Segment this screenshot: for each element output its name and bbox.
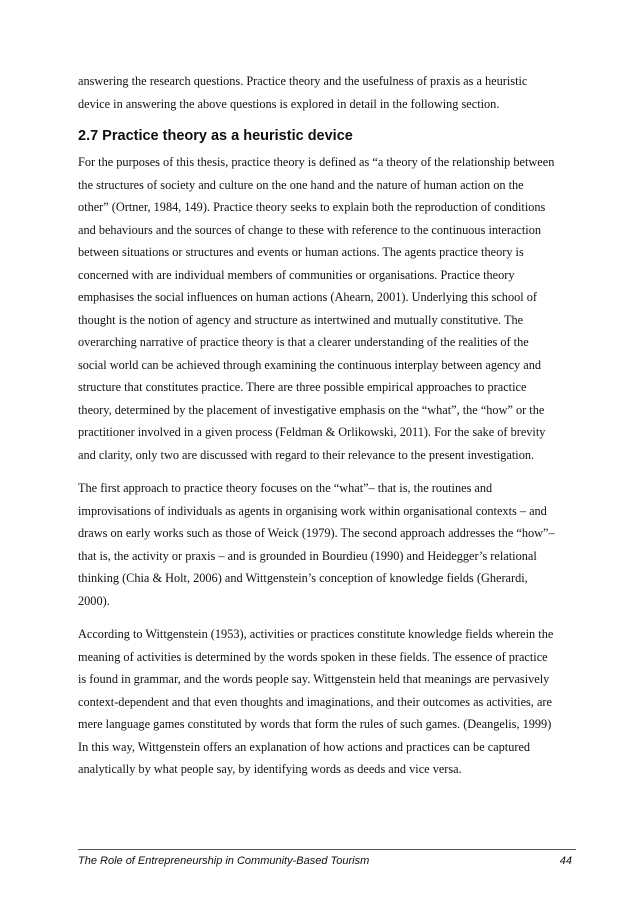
section-heading: 2.7 Practice theory as a heuristic device xyxy=(78,128,353,144)
text-line: and clarity, only two are discussed with regard to their relevance to the present investigation. xyxy=(78,447,535,462)
text-line: improvisations of individuals as agents in organising work within organisational contexts – and xyxy=(78,503,547,518)
text-line: For the purposes of this thesis, practice theory is defined as “a theory of the relationship between xyxy=(78,155,555,169)
page-body xyxy=(78,70,576,781)
text-line: overarching narrative of practice theory is that a clearer understanding of the realities of the xyxy=(78,335,529,349)
text-line: structure that constitutes practice. There are three possible empirical approaches to practice xyxy=(78,380,527,394)
text-line: According to Wittgenstein (1953), activities or practices constitute knowledge fields wherein the xyxy=(78,627,554,641)
text-line: device in answering the above questions is explored in detail in the following section. xyxy=(78,96,500,111)
text-line: theory, determined by the placement of investigative emphasis on the “what”, the “how” or the xyxy=(78,402,545,417)
text-line: between situations or structures and events or human actions. The agents practice theory is xyxy=(78,245,524,259)
text-line: meaning of activities is determined by the words spoken in these fields. The essence of practice xyxy=(78,649,548,664)
text-line: social world can be achieved through examining the continuous interplay between agency and xyxy=(78,357,542,372)
footer-divider xyxy=(78,849,576,850)
page-footer xyxy=(78,853,576,869)
text-line: mere language games constituted by words that form the rules of such games. (Deangelis, 1999) xyxy=(78,717,552,731)
intro-paragraph xyxy=(78,70,576,115)
text-line: In this way, Wittgenstein offers an explanation of how actions and practices can be captured xyxy=(78,739,531,754)
text-line: thought is the notion of agency and structure as intertwined and mutually constitutive. The xyxy=(78,312,524,327)
body-paragraph-1 xyxy=(78,151,576,466)
text-line: thinking (Chia & Holt, 2006) and Wittgenstein’s conception of knowledge fields (Gherardi, xyxy=(78,571,528,585)
text-line: emphasises the social influences on human actions (Ahearn, 2001). Underlying this school of xyxy=(78,290,537,304)
text-line: other” (Ortner, 1984, 149). Practice theory seeks to explain both the reproduction of conditions xyxy=(78,200,546,214)
text-line: the structures of society and culture on the one hand and the nature of human action on the xyxy=(78,177,524,192)
text-line: practitioner involved in a given process (Feldman & Orlikowski, 2011). For the sake of brevity xyxy=(78,425,546,439)
text-line: The first approach to practice theory focuses on the “what”– that is, the routines and xyxy=(78,481,493,495)
footer-document-title: The Role of Entrepreneurship in Community-Based Tourism xyxy=(78,855,370,867)
body-paragraph-3 xyxy=(78,623,576,781)
text-line: 2000). xyxy=(78,593,110,608)
text-line: and behaviours and the sources of change to these with reference to the continuous interaction xyxy=(78,222,542,237)
text-line: answering the research questions. Practice theory and the usefulness of praxis as a heuristic xyxy=(78,74,528,88)
text-line: that is, the activity or praxis – and is grounded in Bourdieu (1990) and Heidegger’s relational xyxy=(78,548,537,563)
text-line: context-dependent and that even thoughts and imaginations, and their outcomes as activities, are xyxy=(78,694,552,709)
body-paragraph-2 xyxy=(78,477,576,612)
text-line: draws on early works such as those of Weick (1979). The second approach addresses the “how”– xyxy=(78,526,555,540)
text-line: analytically by what people say, by identifying words as deeds and vice versa. xyxy=(78,762,462,776)
page-number: 44 xyxy=(559,855,572,867)
text-line: concerned with are individual members of communities or organisations. Practice theory xyxy=(78,267,515,282)
text-line: is found in grammar, and the words people say. Wittgenstein held that meanings are pervasively xyxy=(78,672,550,686)
